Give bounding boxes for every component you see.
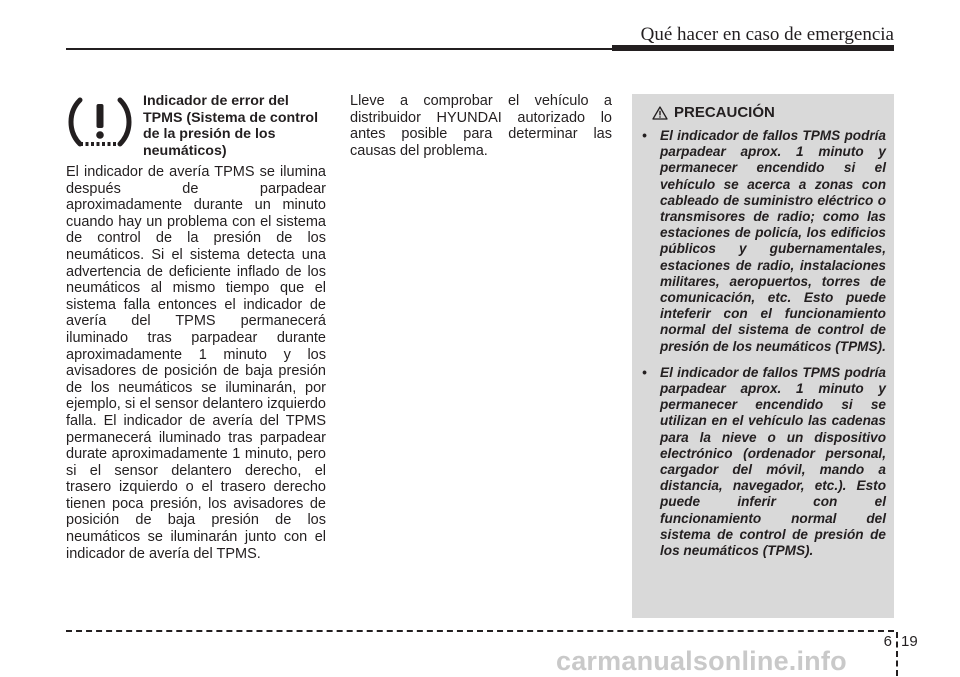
tpms-malfunction-icon [66,94,134,152]
footer-rule [66,630,894,632]
bullet: • [642,364,647,380]
warning-triangle-icon [652,106,668,120]
caution-list [642,128,886,569]
caution-item [642,365,886,559]
page-number-divider [896,632,898,676]
watermark: carmanualsonline.info [556,646,847,676]
caution-title: PRECAUCIÓN [674,104,775,121]
indicator-heading: Indicador de error del TPMS (Sistema de control de la presión de los neumáticos) [143,93,319,159]
chapter-title: Qué hacer en caso de emergencia [640,24,894,45]
header-rule-bar [612,45,894,51]
indicator-description: El indicador de avería TPMS se ilumina después de parpadear aproximadamente durante un minuto cuando hay un problema con el sistema de control de la presión de los neumáticos. Si el sistema detecta una advertencia de deficiente inflado de los neumáticos al mismo tiempo que el sistema falla entonces el indicador de avería del TPMS permanecerá iluminado tras parpadear durante aproximadamente 1 minuto y los avisadores de posición de baja presión de los neumáticos se iluminarán, por ejemplo, si el sensor delantero izquierdo falla. El indicador de avería del TPMS permanecerá iluminado tras parpadear durate aproximadamente 1 minuto, pero si el sensor delantero derecho, el trasero izquierdo o el trasero derecho tienen poca presión, los avisadores de posición de baja presión de los neumáticos se iluminarán junto con el indicador de avería del TPMS. [66,164,326,562]
caution-header [652,104,775,121]
caution-item-text: El indicador de fallos TPMS podría parpadear aprox. 1 minuto y permanecer encendido si se utilizan en el vehículo las cadenas para la nieve o un dispositivo electrónico (ordenador personal, cargador del móvil, mando a distancia, navegador, etc.). Esto puede inferir con el funcionamiento normal del sistema de control de presión de los neumáticos (TPMS). [660,364,886,559]
page-number: 19 [901,633,918,650]
caution-box [632,94,894,618]
header-rule [66,48,612,50]
section-number: 6 [883,633,892,650]
caution-item [642,128,886,355]
service-advice: Lleve a comprobar el vehículo a distribuidor HYUNDAI autorizado lo antes posible para determinar las causas del problema. [350,93,612,159]
caution-item-text: El indicador de fallos TPMS podría parpadear aprox. 1 minuto y permanecer encendido si el vehículo se acerca a zonas con cableado de suministro eléctrico o transmisores de radio; como las estaciones de policía, los edificios públicos y gubernamentales, estaciones de radio, instalaciones militares, aeropuertos, torres de comunicación, etc. Esto puede inteferir con el funcionamiento normal del sistema de control de presión de los neumáticos (TPMS). [660,128,886,354]
bullet: • [642,128,647,143]
